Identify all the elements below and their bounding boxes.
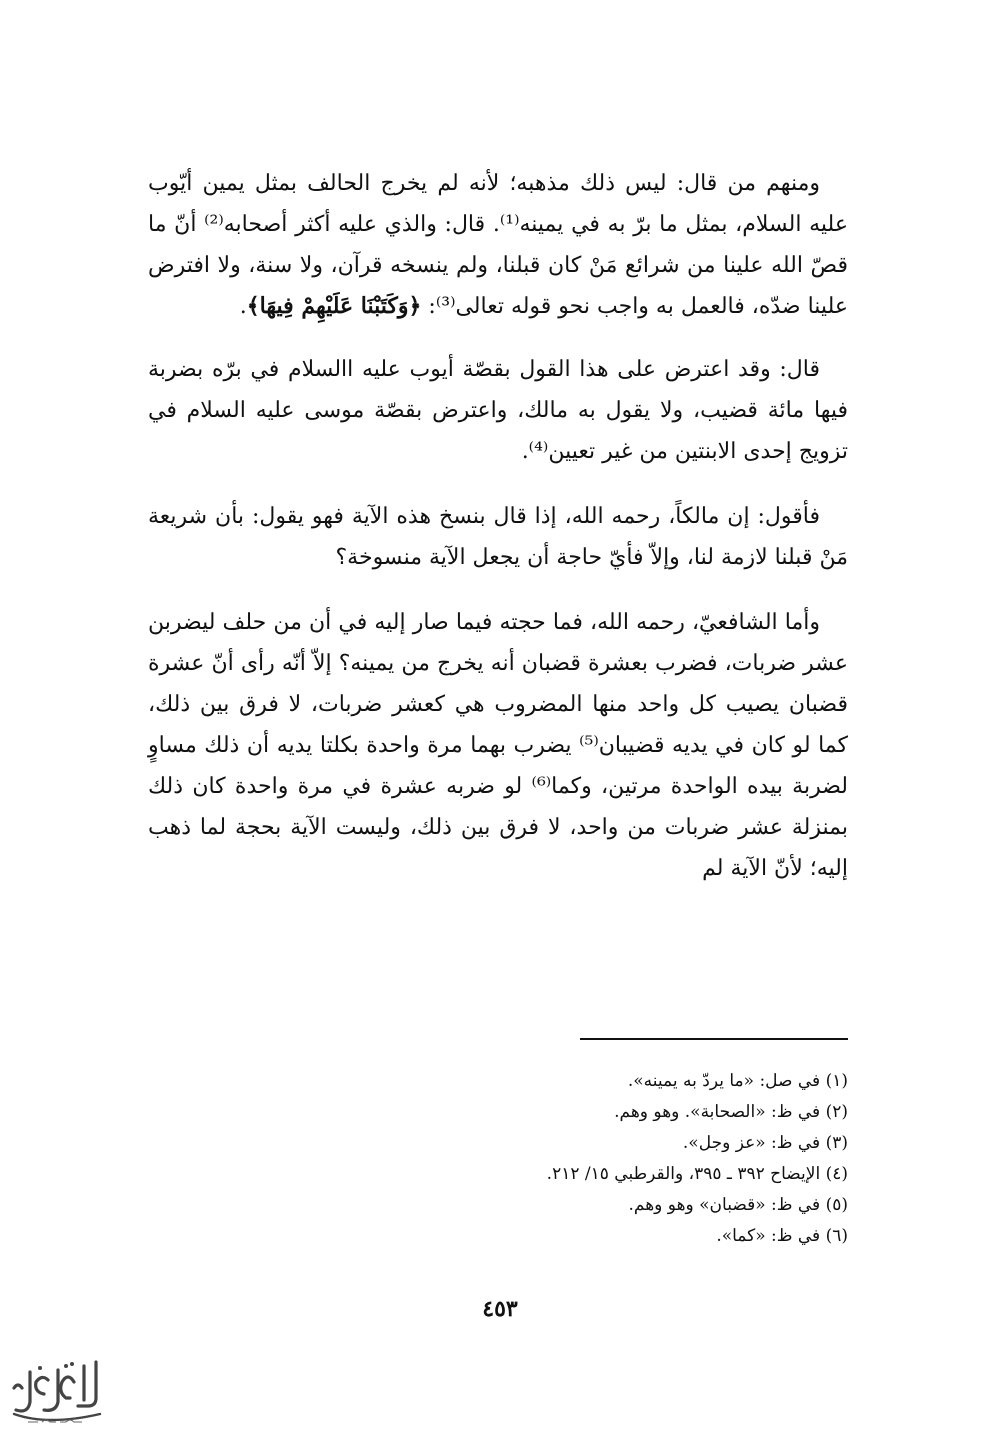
paragraph-1-tail: . — [239, 294, 247, 319]
paragraph-3: فأقول: إن مالكاً، رحمه الله، إذا قال بنسخ هذه الآية فهو يقول: بأن شريعة مَنْ قبلنا لازمة لنا، وإلاّ فأيّ حاجة أن يجعل الآية منسوخة؟ — [148, 504, 848, 570]
paragraph-1-text: ومنهم من قال: ليس ذلك مذهبه؛ لأنه لم يخرج الحالف بمثل يمين أيّوب عليه السلام، بمثل ما برّ به في يمينه⁽¹⁾. قال: والذي عليه أكثر أصحابه⁽²⁾ أنّ ما قصّ الله علينا من شرائع مَنْ كان قبلنا، ولم ينسخه قرآن، ولا سنة، ولا افترض علينا ضدّه، فالعمل به واجب نحو قوله تعالى⁽³⁾: — [148, 171, 848, 319]
footnote-4: (٤) الإيضاح ٣٩٢ ـ ٣٩٥، والقرطبي ١٥/ ٢١٢. — [546, 1164, 848, 1184]
calligraphy-watermark-icon — [8, 1352, 108, 1430]
quran-verse: ﴿وَكَتَبْنَا عَلَيْهِمْ فِيهَا﴾ — [246, 293, 422, 319]
paragraph-1 — [148, 163, 848, 327]
footnote-5: (٥) في ظ: «قضبان» وهو وهم. — [628, 1195, 848, 1215]
paragraph-2: قال: وقد اعترض على هذا القول بقصّة أيوب عليه االسلام في برّه بضربة فيها مائة قضيب، ولا يقول به مالك، واعترض بقصّة موسى عليه السلام في تزويج إحدى الابنتين من غير تعيين⁽⁴⁾. — [148, 357, 848, 464]
page-number: ٤٥٣ — [482, 1296, 518, 1322]
footnote-6: (٦) في ظ: «كما». — [716, 1226, 848, 1246]
footnote-separator — [580, 1038, 848, 1040]
footnotes-list — [300, 1066, 848, 1252]
footnote-1: (١) في صل: «ما يردّ به يمينه». — [627, 1071, 848, 1091]
main-text — [148, 163, 848, 913]
footnote-2: (٢) في ظ: «الصحابة». وهو وهم. — [614, 1102, 848, 1122]
paragraph-4: وأما الشافعيّ، رحمه الله، فما حجته فيما صار إليه في أن من حلف ليضربن عشر ضربات، فضرب بعشرة قضبان أنه يخرج من يمينه؟ إلاّ أنّه رأى أنّ عشرة قضبان يصيب كل واحد منها المضروب هي كعشر ضربات، لا فرق بين ذلك، كما لو كان في يديه قضيبان⁽⁵⁾ يضرب بهما مرة واحدة بكلتا يديه أن ذلك مساوٍ لضربة بيده الواحدة مرتين، وكما⁽⁶⁾ لو ضربه عشرة في مرة واحدة كان ذلك بمنزلة عشر ضربات من واحد، لا فرق بين ذلك، وليست الآية بحجة لما ذهب إليه؛ لأنّ الآية لم — [148, 610, 848, 881]
footnote-3: (٣) في ظ: «عز وجل». — [682, 1133, 848, 1153]
